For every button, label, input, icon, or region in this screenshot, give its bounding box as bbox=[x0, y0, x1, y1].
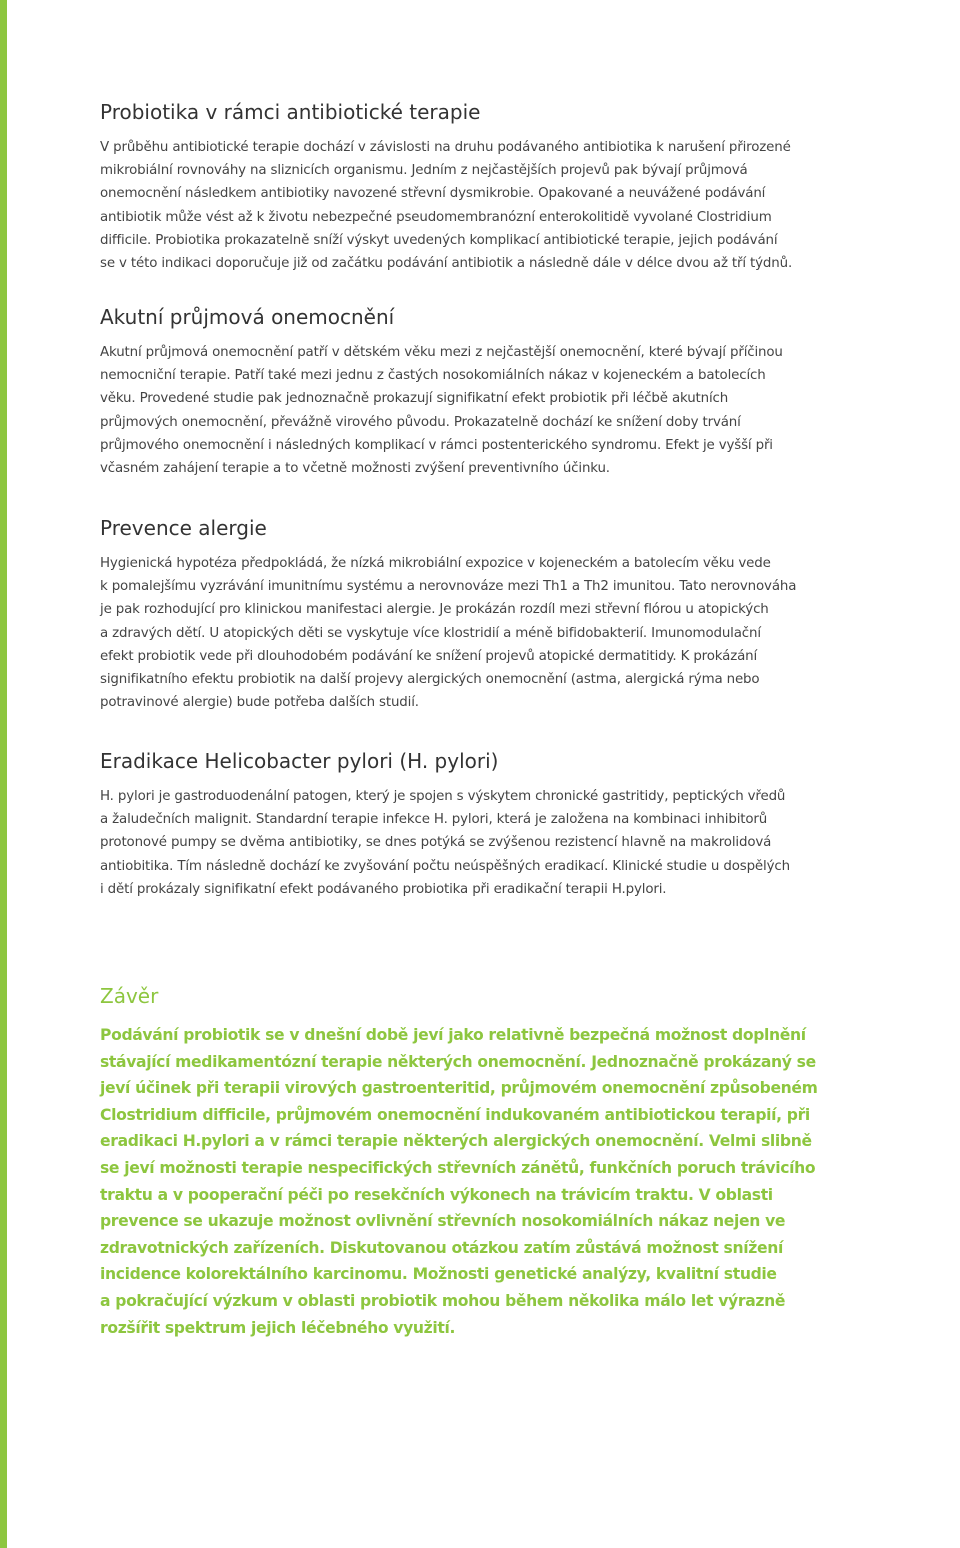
text-line: incidence kolorektálního karcinomu. Možnosti genetické analýzy, kvalitní studie bbox=[100, 1265, 777, 1284]
section-paragraph bbox=[100, 785, 860, 901]
section-paragraph bbox=[100, 136, 860, 275]
section-heading: Eradikace Helicobacter pylori (H. pylori) bbox=[100, 749, 499, 773]
section-h-pylori bbox=[100, 747, 860, 901]
text-line: protonové pumpy se dvěma antibiotiky, se dnes potýká se zvýšenou rezistencí hlavně na makrolidová bbox=[100, 835, 772, 851]
text-line: k pomalejšímu vyzrávání imunitnímu systému a nerovnováze mezi Th1 a Th2 imunitou. Tato nerovnováha bbox=[100, 579, 797, 595]
section-allergy-prevention bbox=[100, 514, 860, 714]
section-paragraph bbox=[100, 341, 860, 480]
text-line: potravinové alergie) bude potřeba dalších studií. bbox=[100, 695, 419, 711]
text-line: stávající medikamentózní terapie některých onemocnění. Jednoznačně prokázaný se bbox=[100, 1052, 816, 1071]
text-line: traktu a v pooperační péči po resekčních výkonech na trávicím traktu. V oblasti bbox=[100, 1185, 773, 1204]
text-line: rozšířit spektrum jejich léčebného využití. bbox=[100, 1318, 456, 1337]
section-heading: Probiotika v rámci antibiotické terapie bbox=[100, 100, 481, 124]
text-line: difficile. Probiotika prokazatelně sníží výskyt uvedených komplikací antibiotické terapie, jejich podávání bbox=[100, 232, 778, 248]
section-heading: Akutní průjmová onemocnění bbox=[100, 305, 395, 329]
text-line: včasném zahájení terapie a to včetně možnosti zvýšení preventivního účinku. bbox=[100, 461, 610, 477]
text-line: H. pylori je gastroduodenální patogen, který je spojen s výskytem chronické gastritidy, peptických vředů bbox=[100, 789, 786, 804]
text-line: je pak rozhodující pro klinickou manifestaci alergie. Je prokázán rozdíl mezi střevní flórou u atopických bbox=[100, 602, 769, 618]
text-line: jeví účinek při terapii virových gastroenteritid, průjmovém onemocnění způsobeném bbox=[100, 1079, 818, 1098]
text-line: i dětí prokázaly signifikatní efekt podávaného probiotika při eradikační terapii H.pylori. bbox=[100, 881, 667, 897]
text-line: a pokračující výzkum v oblasti probiotik mohou během několika málo let výrazně bbox=[100, 1291, 786, 1310]
section-antibiotic-therapy bbox=[100, 98, 860, 275]
section-conclusion bbox=[100, 982, 860, 1341]
text-line: zdravotnických zařízeních. Diskutovanou otázkou zatím zůstává možnost snížení bbox=[100, 1238, 783, 1257]
text-line: se jeví možnosti terapie nespecifických střevních zánětů, funkčních poruch trávicího bbox=[100, 1158, 816, 1177]
text-line: Clostridium difficile, průjmovém onemocnění indukovaném antibiotickou terapií, při bbox=[100, 1105, 810, 1124]
section-paragraph bbox=[100, 552, 860, 714]
text-line: antiobitika. Tím následně dochází ke zvyšování počtu neúspěšných eradikací. Klinické studie u dospělých bbox=[100, 858, 790, 874]
text-line: průjmových onemocnění, převážně virového původu. Prokazatelně dochází ke snížení doby trvání bbox=[100, 414, 741, 430]
text-line: a zdravých dětí. U atopických děti se vyskytuje více klostridií a méně bifidobakterií. Imunomodulační bbox=[100, 625, 761, 641]
conclusion-heading: Závěr bbox=[100, 984, 159, 1008]
text-line: signifikatního efektu probiotik na další projevy alergických onemocnění (astma, alergická rýma nebo bbox=[100, 672, 760, 688]
text-line: Podávání probiotik se v dnešní době jeví jako relativně bezpečná možnost doplnění bbox=[100, 1026, 806, 1044]
section-acute-diarrhea bbox=[100, 303, 860, 480]
text-line: prevence se ukazuje možnost ovlivnění střevních nosokomiálních nákaz nejen ve bbox=[100, 1212, 786, 1231]
text-line: eradikaci H.pylori a v rámci terapie některých alergických onemocnění. Velmi slibně bbox=[100, 1132, 812, 1151]
text-line: V průběhu antibiotické terapie dochází v závislosti na druhu podávaného antibiotika k narušení přirozené bbox=[100, 140, 791, 155]
text-line: Akutní průjmová onemocnění patří v dětském věku mezi z nejčastější onemocnění, které bývají příčinou bbox=[100, 345, 783, 360]
accent-bar bbox=[0, 0, 7, 1548]
text-line: onemocnění následkem antibiotiky navozené střevní dysmikrobie. Opakované a neuvážené podávání bbox=[100, 186, 766, 202]
text-line: průjmového onemocnění i následných komplikací v rámci postenterického syndromu. Efekt je vyšší při bbox=[100, 437, 773, 453]
text-line: věku. Provedené studie pak jednoznačně prokazují signifikatní efekt probiotik při léčbě akutních bbox=[100, 391, 729, 407]
text-line: Hygienická hypotéza předpokládá, že nízká mikrobiální expozice v kojeneckém a batolecím věku vede bbox=[100, 556, 771, 571]
text-line: efekt probiotik vede při dlouhodobém podávání ke snížení projevů atopické dermatitidy. K prokázání bbox=[100, 648, 758, 664]
text-line: antibiotik může vést až k životu nebezpečné pseudomembranózní enterokolitidě vyvolané Clostridium bbox=[100, 209, 772, 225]
text-line: se v této indikaci doporučuje již od začátku podávání antibiotik a následně dále v délce dvou až tří týdnů. bbox=[100, 256, 793, 272]
text-line: mikrobiální rovnováhy na sliznicích organismu. Jedním z nejčastějších projevů pak bývají průjmová bbox=[100, 163, 748, 179]
text-line: nemocniční terapie. Patří také mezi jednu z častých nosokomiálních nákaz v kojeneckém a batolecích bbox=[100, 368, 766, 384]
text-line: a žaludečních malignit. Standardní terapie infekce H. pylori, která je založena na kombinaci inhibitorů bbox=[100, 812, 768, 828]
conclusion-paragraph bbox=[100, 1022, 860, 1341]
section-heading: Prevence alergie bbox=[100, 516, 267, 540]
